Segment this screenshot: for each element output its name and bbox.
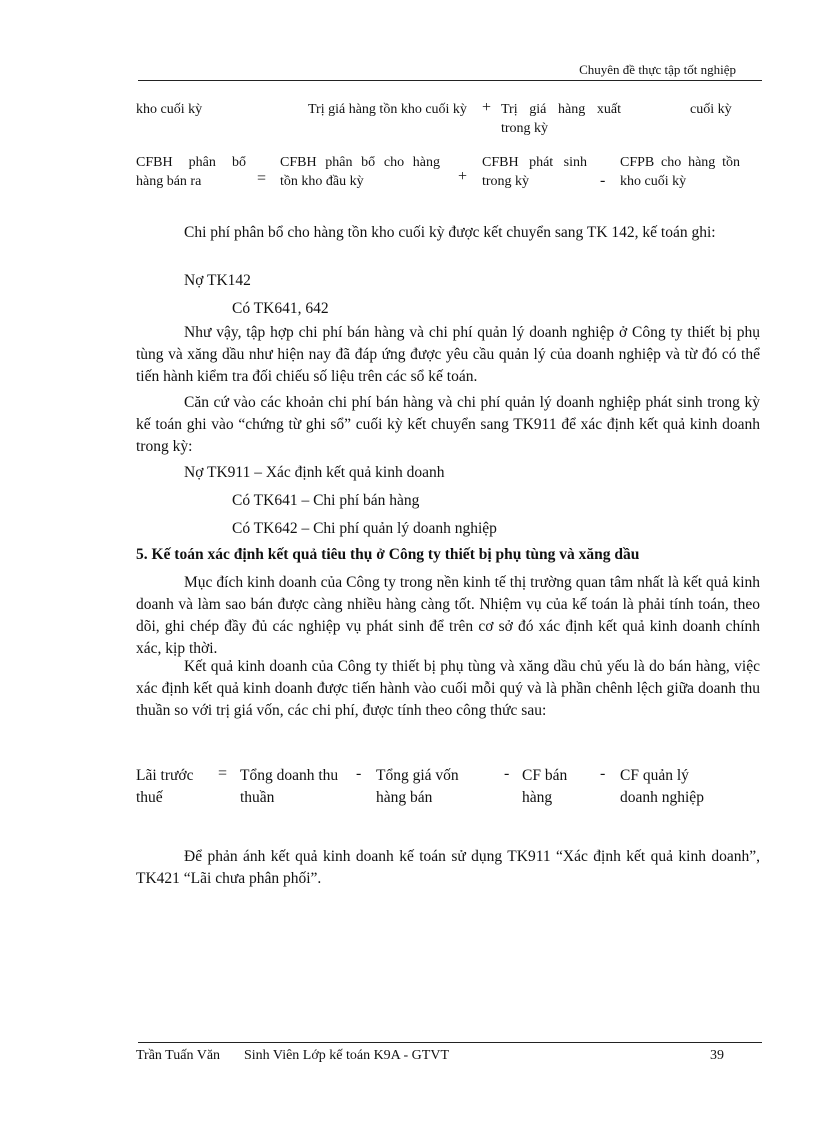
formula2-term3: CFPB cho hàng tồn kho cuối kỳ bbox=[620, 155, 740, 189]
formula1-left: kho cuối kỳ bbox=[136, 102, 203, 117]
section-heading: 5. Kế toán xác định kết quả tiêu thụ ở Công ty thiết bị phụ tùng và xăng dầu bbox=[136, 546, 640, 563]
paragraph-1: Chi phí phân bổ cho hàng tồn kho cuối kỳ được kết chuyển sang TK 142, kế toán ghi: bbox=[184, 224, 716, 241]
formula1-term2: Trị giá hàng xuất trong kỳ bbox=[501, 102, 621, 136]
formula3-term4: CF quản lý doanh nghiệp bbox=[620, 767, 704, 806]
page-header-title: Chuyên đề thực tập tốt nghiệp bbox=[579, 62, 736, 77]
footer-rule bbox=[138, 1042, 762, 1043]
paragraph-3: Căn cứ vào các khoản chi phí bán hàng và chi phí quản lý doanh nghiệp phát sinh trong kỳ kế toán ghi vào “chứng từ ghi sổ” cuối kỳ kết chuyển sang TK911 để xác định kết quả kinh doanh trong kỳ: bbox=[136, 394, 760, 455]
formula2-left: CFBH phân bổ hàng bán ra bbox=[136, 155, 246, 189]
paragraph-4: Mục đích kinh doanh của Công ty trong nền kinh tế thị trường quan tâm nhất là kết quả kinh doanh và làm sao bán được càng nhiều hàng càng tốt. Nhiệm vụ của kế toán là phải tính toán, theo dõi, ghi chép đầy đủ các nghiệp vụ phát sinh để trên cơ sở đó xác định kết quả kinh doanh chính xác, kịp thời. bbox=[136, 574, 760, 657]
footer-class: Sinh Viên Lớp kế toán K9A - GTVT bbox=[244, 1048, 450, 1063]
formula1-plus: + bbox=[482, 99, 492, 116]
formula3-minus-1: - bbox=[356, 765, 362, 782]
footer-author: Trần Tuấn Văn bbox=[136, 1048, 221, 1063]
formula3-term1: Tổng doanh thu thuần bbox=[240, 767, 339, 806]
formula3-term2: Tổng giá vốn hàng bán bbox=[376, 767, 459, 806]
entry2-debit: Nợ TK911 – Xác định kết quả kinh doanh bbox=[184, 464, 445, 481]
paragraph-2: Như vậy, tập hợp chi phí bán hàng và chi phí quản lý doanh nghiệp ở Công ty thiết bị phụ tùng và xăng dầu như hiện nay đã đáp ứng được yêu cầu quản lý của doanh nghiệp và từ đó có thể tiến hành kiểm tra đối chiếu số liệu trên các sổ kế toán. bbox=[136, 324, 760, 385]
formula2-term2: CFBH phát sinh trong kỳ bbox=[482, 155, 587, 189]
entry2-credit-641: Có TK641 – Chi phí bán hàng bbox=[232, 492, 420, 509]
formula1-term2-tail: cuối kỳ bbox=[690, 102, 732, 117]
paragraph-5: Kết quả kinh doanh của Công ty thiết bị phụ tùng và xăng dầu chủ yếu là do bán hàng, việc xác định kết quả kinh doanh được tiến hành vào cuối mỗi quý và là phần chênh lệch giữa doanh thu thuần so với trị giá vốn, các chi phí, được tính theo công thức sau: bbox=[136, 658, 760, 719]
formula3-term3: CF bán hàng bbox=[522, 767, 568, 806]
formula2-minus: - bbox=[600, 172, 606, 189]
entry1-credit: Có TK641, 642 bbox=[232, 300, 329, 317]
formula3-minus-3: - bbox=[600, 765, 606, 782]
formula3-minus-2: - bbox=[504, 765, 510, 782]
formula2-plus: + bbox=[458, 168, 468, 185]
paragraph-6: Để phản ánh kết quả kinh doanh kế toán sử dụng TK911 “Xác định kết quả kinh doanh”, TK421 “Lãi chưa phân phối”. bbox=[136, 848, 760, 887]
formula2-equals: = bbox=[257, 170, 267, 187]
header-rule bbox=[138, 80, 762, 81]
page-number: 39 bbox=[710, 1048, 724, 1063]
entry1-debit: Nợ TK142 bbox=[184, 272, 251, 289]
formula3-left: Lãi trước thuế bbox=[136, 767, 194, 806]
formula1-term1: Trị giá hàng tồn kho cuối kỳ bbox=[308, 102, 467, 117]
entry2-credit-642: Có TK642 – Chi phí quản lý doanh nghiệp bbox=[232, 520, 497, 537]
formula3-equals: = bbox=[218, 765, 228, 782]
formula2-term1: CFBH phân bổ cho hàng tồn kho đầu kỳ bbox=[280, 155, 440, 189]
